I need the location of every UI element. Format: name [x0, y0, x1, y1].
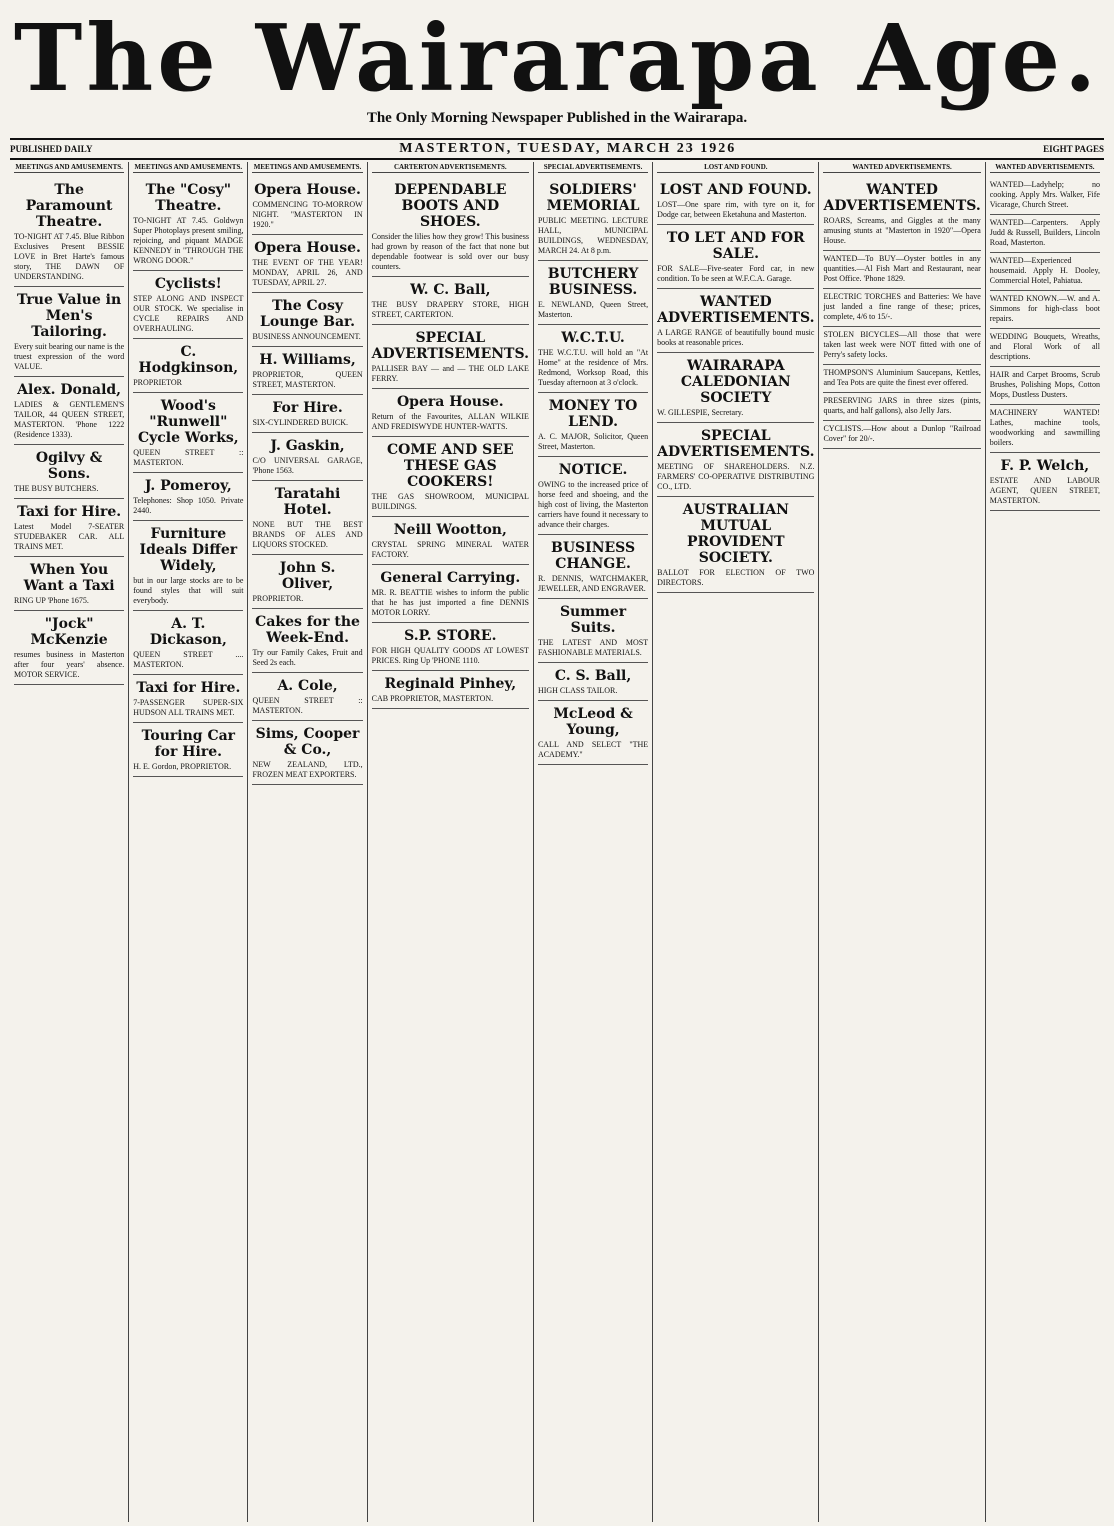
ad-title: Sims, Cooper & Co., [255, 726, 360, 758]
ad-title: MONEY TO LEND. [548, 398, 638, 430]
ad-body: ROARS, Screams, and Giggles at the many amusing stunts at "Masterton in 1920"—Opera House. [823, 216, 981, 245]
ad-title: Furniture Ideals Differ Widely, [139, 526, 238, 574]
ad-body: STEP ALONG AND INSPECT OUR STOCK. We specialise in CYCLE REPAIRS AND OVERHAULING. [133, 294, 244, 333]
ad-body: CRYSTAL SPRING MINERAL WATER FACTORY. [371, 540, 529, 559]
ad-body: RING UP 'Phone 1675. [14, 596, 89, 605]
ad-body: A. C. MAJOR, Solicitor, Queen Street, Masterton. [537, 432, 649, 451]
ad-body: SIX-CYLINDERED BUICK. [252, 418, 348, 427]
advertisement [133, 675, 243, 723]
advertisement [657, 353, 814, 423]
advertisement [372, 437, 529, 517]
ad-body: PROPRIETOR, QUEEN STREET, MASTERTON. [252, 370, 363, 389]
advertisement [657, 177, 814, 225]
ad-title: SOLDIERS' MEMORIAL [546, 182, 640, 214]
ad-title: J. Pomeroy, [144, 478, 232, 494]
ad-title: Summer Suits. [559, 604, 627, 636]
ad-body: BUSINESS ANNOUNCEMENT. [252, 332, 361, 341]
ad-body: MR. R. BEATTIE wishes to inform the public that he has just imported a fine DENNIS MOTOR LORRY. [371, 588, 529, 617]
advertisement [252, 347, 362, 395]
ad-title: DEPENDABLE BOOTS AND SHOES. [394, 182, 507, 230]
advertisement [133, 393, 243, 473]
advertisement [538, 261, 648, 325]
column-heading: WANTED ADVERTISEMENTS. [823, 162, 980, 173]
ad-body: MACHINERY WANTED! Lathes, machine tools, woodworking and sawmilling boilers. [989, 408, 1100, 447]
advertisement [252, 177, 362, 235]
ad-body: TO-NIGHT AT 7.45. Blue Ribbon Exclusives Present BESSIE LOVE in Bret Harte's famous story, THE DAWN OF UNDERSTANDING. [14, 232, 125, 281]
ad-body: ELECTRIC TORCHES and Batteries: We have just landed a fine range of these; prices, complete, 4/6 to 15/-. [823, 292, 981, 321]
advertisement [14, 611, 124, 685]
advertisement [990, 291, 1100, 329]
column [128, 162, 247, 1522]
ad-title: When You Want a Taxi [23, 562, 115, 594]
published-daily: PUBLISHED DAILY [10, 144, 93, 154]
ad-body: THE EVENT OF THE YEAR! MONDAY, APRIL 26, AND TUESDAY, APRIL 27. [252, 258, 363, 287]
columns [10, 162, 1104, 1522]
advertisement [990, 329, 1100, 367]
ad-body: PUBLIC MEETING. LECTURE HALL, MUNICIPAL BUILDINGS, WEDNESDAY, MARCH 24. At 8 p.m. [537, 216, 649, 255]
advertisement [990, 405, 1100, 453]
column-heading: LOST AND FOUND. [657, 162, 814, 173]
advertisement [990, 177, 1100, 215]
advertisement [538, 599, 648, 663]
ad-title: WAIRARAPA CALEDONIAN SOCIETY [680, 358, 791, 406]
ad-title: The Cosy Lounge Bar. [260, 298, 356, 330]
newspaper-title: The Wairarapa Age. [13, 4, 1101, 112]
ad-body: FOR HIGH QUALITY GOODS AT LOWEST PRICES. Ring Up 'PHONE 1110. [371, 646, 529, 665]
ad-body: Try our Family Cakes, Fruit and Seed 2s each. [252, 648, 363, 667]
ad-title: TO LET AND FOR SALE. [666, 230, 805, 262]
ad-body: BALLOT FOR ELECTION OF TWO DIRECTORS. [657, 568, 815, 587]
ad-body: PROPRIETOR. [252, 594, 304, 603]
ad-title: General Carrying. [380, 570, 521, 586]
advertisement [372, 277, 529, 325]
advertisement [252, 395, 362, 433]
advertisement [538, 393, 648, 457]
ad-title: C. S. Ball, [554, 668, 632, 684]
ad-body: resumes business in Masterton after four years' absence. MOTOR SERVICE. [14, 650, 125, 679]
ad-title: The "Cosy" Theatre. [145, 182, 232, 214]
column-heading: WANTED ADVERTISEMENTS. [990, 162, 1100, 173]
column-heading: MEETINGS AND AMUSEMENTS. [253, 163, 362, 171]
advertisement [990, 253, 1100, 291]
ad-body: THE W.C.T.U. will hold an "At Home" at the residence of Mrs. Redmond, Worksop Road, this Tuesday afternoon at 3 o'clock. [537, 348, 649, 387]
ad-title: John S. Oliver, [279, 560, 336, 592]
column [247, 162, 366, 1522]
ad-body: THE GAS SHOWROOM, MUNICIPAL BUILDINGS. [371, 492, 529, 511]
ad-title: Cakes for the Week-End. [255, 614, 360, 646]
ad-title: BUSINESS CHANGE. [551, 540, 636, 572]
ad-title: Ogilvy & Sons. [35, 450, 103, 482]
ad-title: For Hire. [272, 400, 343, 416]
ad-title: F. P. Welch, [1000, 458, 1090, 474]
ad-body: W. GILLESPIE, Secretary. [657, 408, 744, 417]
dateline [10, 138, 1104, 160]
ad-title: Wood's "Runwell" Cycle Works, [138, 398, 239, 446]
page-count: EIGHT PAGES [1043, 144, 1104, 154]
ad-body: CALL AND SELECT "THE ACADEMY." [537, 740, 649, 759]
advertisement [14, 499, 124, 557]
ad-title: C. Hodgkinson, [138, 344, 239, 376]
ad-body: Latest Model 7-SEATER STUDEBAKER CAR. ALL TRAINS MET. [14, 522, 125, 551]
ad-body: PRESERVING JARS in three sizes (pints, quarts, and half gallons), also Jelly Jars. [823, 396, 981, 415]
ad-body: C/O UNIVERSAL GARAGE, 'Phone 1563. [252, 456, 363, 475]
column [818, 162, 984, 1522]
advertisement [252, 481, 362, 555]
ad-title: Taxi for Hire. [17, 504, 122, 520]
advertisement [372, 517, 529, 565]
advertisement [657, 423, 814, 497]
ad-title: H. Williams, [259, 352, 356, 368]
advertisement [823, 327, 980, 365]
ad-title: Neill Wootton, [393, 522, 507, 538]
column-heading: MEETINGS AND AMUSEMENTS. [15, 163, 123, 171]
advertisement [252, 293, 362, 347]
tagline: The Only Morning Newspaper Published in the Wairarapa. [366, 110, 748, 126]
advertisement [133, 521, 243, 611]
ad-body: Every suit bearing our name is the truest expression of the word VALUE. [14, 342, 125, 371]
advertisement [252, 235, 362, 293]
advertisement [823, 365, 980, 393]
ad-body: THE BUSY BUTCHERS. [14, 484, 99, 493]
advertisement [14, 377, 124, 445]
advertisement [372, 565, 529, 623]
column [367, 162, 533, 1522]
ad-body: Consider the lilies how they grow! This business had grown by reason of the fact that none but dependable footwear is sold over our busy counters. [371, 232, 529, 271]
ad-body: PROPRIETOR [133, 378, 182, 387]
ad-title: S.P. STORE. [404, 628, 497, 644]
ad-body: WANTED—Carpenters. Apply Judd & Russell, Builders, Lincoln Road, Masterton. [989, 218, 1100, 247]
ad-title: McLeod & Young, [553, 706, 633, 738]
ad-body: FOR SALE—Five-seater Ford car, in new condition. To be seen at W.F.C.A. Garage. [657, 264, 815, 283]
ad-title: Opera House. [254, 182, 361, 198]
column-heading: SPECIAL ADVERTISEMENTS. [538, 162, 648, 173]
ad-body: HAIR and Carpet Brooms, Scrub Brushes, Polishing Mops, Cotton Mops, Dustless Dusters. [989, 370, 1100, 399]
advertisement [372, 177, 529, 277]
ad-body: QUEEN STREET .... MASTERTON. [133, 650, 244, 669]
ad-title: W.C.T.U. [561, 330, 625, 346]
ad-body: WANTED—To BUY—Oyster bottles in any quantities.—Al Fish Mart and Restaurant, near Post Office. 'Phone 1829. [823, 254, 981, 283]
advertisement [252, 609, 362, 673]
advertisement [657, 225, 814, 289]
ad-title: Taratahi Hotel. [274, 486, 341, 518]
advertisement [133, 339, 243, 393]
ad-body: ESTATE AND LABOUR AGENT, QUEEN STREET, MASTERTON. [989, 476, 1100, 505]
ad-title: LOST AND FOUND. [659, 182, 812, 198]
advertisement [657, 497, 814, 593]
ad-title: NOTICE. [558, 462, 628, 478]
column-heading: CARTERTON ADVERTISEMENTS. [372, 162, 529, 173]
ad-title: WANTED ADVERTISEMENTS. [823, 182, 981, 214]
ad-body: OWING to the increased price of horse feed and shoeing, and the high cost of living, the Masterton carriers have found it necessary to advance their charges. [537, 480, 649, 529]
ad-title: J. Gaskin, [270, 438, 345, 454]
ad-body: STOLEN BICYCLES—All those that were taken last week were NOT fitted with one of Perry's safety locks. [823, 330, 981, 359]
advertisement [14, 557, 124, 611]
advertisement [14, 445, 124, 499]
advertisement [14, 287, 124, 377]
advertisement [823, 251, 980, 289]
advertisement [372, 671, 529, 709]
advertisement [990, 453, 1100, 511]
ad-body: WANTED KNOWN.—W. and A. Simmons for high-class boot repairs. [989, 294, 1100, 323]
ad-title: AUSTRALIAN MUTUAL PROVIDENT SOCIETY. [682, 502, 789, 566]
ad-body: Telephones: Shop 1050. Private 2440. [133, 496, 244, 515]
ad-title: SPECIAL ADVERTISEMENTS. [657, 428, 815, 460]
ad-body: LADIES & GENTLEMEN'S TAILOR, 44 QUEEN STREET, MASTERTON. 'Phone 1222 (Residence 1333). [14, 400, 125, 439]
advertisement [133, 611, 243, 675]
advertisement [133, 271, 243, 339]
advertisement [372, 623, 529, 671]
advertisement [133, 723, 243, 777]
advertisement [14, 177, 124, 287]
ad-title: The Paramount Theatre. [25, 182, 113, 230]
ad-body: A LARGE RANGE of beautifully bound music books at reasonable prices. [657, 328, 815, 347]
ad-title: Opera House. [254, 240, 361, 256]
ad-title: Opera House. [396, 394, 504, 410]
ad-body: WANTED—Experienced housemaid. Apply H. Dooley, Commercial Hotel, Pahiatua. [989, 256, 1100, 285]
ad-body: QUEEN STREET :: MASTERTON. [133, 448, 244, 467]
ad-title: A. Cole, [277, 678, 338, 694]
ad-body: THE LATEST AND MOST FASHIONABLE MATERIALS. [537, 638, 649, 657]
ad-body: NONE BUT THE BEST BRANDS OF ALES AND LIQUORS STOCKED. [252, 520, 363, 549]
advertisement [990, 367, 1100, 405]
ad-body: TO-NIGHT AT 7.45. Goldwyn Super Photoplays present smiling, rejoicing, and piquant MADGE KENNEDY in "THROUGH THE WRONG DOOR." [133, 216, 244, 265]
ad-body: WEDDING Bouquets, Wreaths, and Floral Work of all descriptions. [989, 332, 1100, 361]
column [985, 162, 1104, 1522]
column [10, 162, 128, 1522]
ad-body: COMMENCING TO-MORROW NIGHT. "MASTERTON IN 1920." [252, 200, 363, 229]
ad-title: Alex. Donald, [17, 382, 122, 398]
ad-body: R. DENNIS, WATCHMAKER, JEWELLER, AND ENGRAVER. [537, 574, 649, 593]
ad-body: Return of the Favourites, ALLAN WILKIE AND FREDISWYDE HUNTER-WATTS. [371, 412, 529, 431]
advertisement [538, 535, 648, 599]
ad-body: CAB PROPRIETOR, MASTERTON. [371, 694, 494, 703]
ad-title: Taxi for Hire. [136, 680, 241, 696]
advertisement [823, 177, 980, 251]
ad-body: CYCLISTS.—How about a Dunlop "Railroad Cover" for 20/-. [823, 424, 981, 443]
advertisement [372, 325, 529, 389]
column [533, 162, 652, 1522]
ad-title: W. C. Ball, [410, 282, 491, 298]
ad-body: HIGH CLASS TAILOR. [537, 686, 618, 695]
issue-date: MASTERTON, TUESDAY, MARCH 23 1926 [399, 141, 737, 156]
ad-title: Cyclists! [154, 276, 222, 292]
advertisement [823, 393, 980, 421]
ad-body: but in our large stocks are to be found styles that will suit everybody. [133, 576, 244, 605]
ad-title: Touring Car for Hire. [141, 728, 236, 760]
masthead [0, 0, 1114, 156]
ad-body: NEW ZEALAND, LTD., FROZEN MEAT EXPORTERS. [252, 760, 363, 779]
ad-title: WANTED ADVERTISEMENTS. [657, 294, 815, 326]
advertisement [252, 433, 362, 481]
advertisement [823, 289, 980, 327]
ad-body: MEETING OF SHAREHOLDERS. N.Z. FARMERS' CO-OPERATIVE DISTRIBUTING CO., LTD. [657, 462, 815, 491]
ad-title: "Jock" McKenzie [30, 616, 108, 648]
ad-title: BUTCHERY BUSINESS. [547, 266, 639, 298]
column [652, 162, 818, 1522]
ad-title: A. T. Dickason, [149, 616, 227, 648]
ad-title: True Value in Men's Tailoring. [17, 292, 122, 340]
advertisement [252, 673, 362, 721]
ad-title: SPECIAL ADVERTISEMENTS. [371, 330, 529, 362]
ad-body: THOMPSON'S Aluminium Saucepans, Kettles, and Tea Pots are quite the finest ever offered. [823, 368, 981, 387]
ad-body: QUEEN STREET :: MASTERTON. [252, 696, 363, 715]
ad-body: H. E. Gordon, PROPRIETOR. [133, 762, 232, 771]
advertisement [133, 177, 243, 271]
advertisement [823, 421, 980, 449]
advertisement [538, 325, 648, 393]
ad-body: WANTED—Ladyhelp; no cooking. Apply Mrs. Walker, Fife Vicarage, Church Street. [989, 180, 1100, 209]
advertisement [372, 389, 529, 437]
advertisement [252, 555, 362, 609]
advertisement [538, 663, 648, 701]
ad-title: Reginald Pinhey, [384, 676, 517, 692]
advertisement [538, 701, 648, 765]
advertisement [538, 457, 648, 535]
column-heading: MEETINGS AND AMUSEMENTS. [134, 163, 243, 171]
ad-body: PALLISER BAY — and — THE OLD LAKE FERRY. [371, 364, 529, 383]
advertisement [990, 215, 1100, 253]
ad-body: 7-PASSENGER SUPER-SIX HUDSON ALL TRAINS MET. [133, 698, 244, 717]
advertisement [252, 721, 362, 785]
advertisement [657, 289, 814, 353]
ad-body: LOST—One spare rim, with tyre on it, for Dodge car, between Eketahuna and Masterton. [657, 200, 815, 219]
ad-body: E. NEWLAND, Queen Street, Masterton. [537, 300, 649, 319]
ad-body: THE BUSY DRAPERY STORE, HIGH STREET, CARTERTON. [371, 300, 529, 319]
ad-title: COME AND SEE THESE GAS COOKERS! [387, 442, 514, 490]
advertisement [538, 177, 648, 261]
advertisement [133, 473, 243, 521]
